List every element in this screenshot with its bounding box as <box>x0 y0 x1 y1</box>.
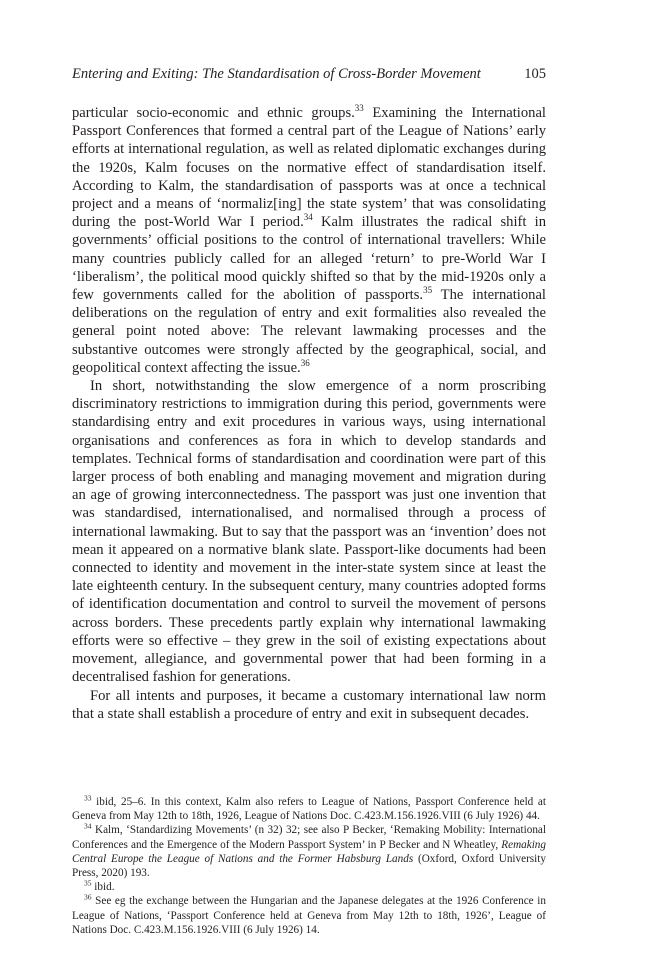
body-paragraph: In short, notwithstanding the slow emergence of a norm proscribing discriminatory restrictions to immigration during this period, governments were standardising entry and exit procedures in various ways, using international organisations and conferences as fora in which to develop standards and templates. Technical forms of standardisation and coordination were part of this larger process of both enabling and managing movement and migration during an age of growing interconnectedness. The passport was just one invention that was standardised, internationalised, and normalised through a process of international lawmaking. But to say that the passport was an ‘invention’ does not mean it appeared on a normative blank slate. Passport-like documents had been connected to identity and movement in the inter-state system since at least the late eighteenth century. In the subsequent century, many countries adopted forms of identification documentation and control to surveil the movement of persons across borders. These precedents partly explain why international lawmaking efforts were so effective – they grew in the soil of existing expectations about movement, allegiance, and governmental power that had been forming in a decentralised fashion for generations. <box>72 378 546 686</box>
note-reference: 34 <box>84 821 92 831</box>
footnotes <box>72 795 546 937</box>
body-paragraph: For all intents and purposes, it became a customary international law norm that a state shall establish a procedure of entry and exit in subsequent decades. <box>72 687 546 722</box>
page-number: 105 <box>524 66 546 82</box>
italic-title: Remaking Central Europe the League of Nations and the Former Habsburg Lands <box>72 838 546 865</box>
footnote: $^{36}$ See eg the exchange between the Hungarian and the Japanese delegates at the 1926 Conference in League of Nations, ‘Passport Conference held at Geneva from May 12th to 18th, 1926’, League of Nations Doc. C.423.M.156.1926.VIII (6 July 1926) 14. <box>72 892 546 936</box>
running-title: Entering and Exiting: The Standardisation of Cross-Border Movement <box>72 66 481 82</box>
note-reference: 33 <box>84 793 92 803</box>
note-reference: 35 <box>423 285 433 296</box>
note-reference: 36 <box>84 892 92 902</box>
note-reference: 36 <box>300 357 310 368</box>
running-header <box>72 66 546 83</box>
body-text <box>72 104 546 723</box>
note-reference: 33 <box>354 103 364 114</box>
footnote: $^{33}$ ibid, 25–6. In this context, Kalm also refers to League of Nations, Passport Conference held at Geneva from May 12th to 18th, 1926, League of Nations Doc. C.423.M.156.1926.VIII (6 July 1926) 44. <box>72 793 546 823</box>
footnote: $^{34}$ Kalm, ‘Standardizing Movements’ (n 32) 32; see also P Becker, ‘Remaking Mobility: International Conferences and the Emergence of the Modern Passport System’ in P Becker and N Wheatley, Remaking Central Europe the League of Nations and the Former Habsburg Lands (Oxford, Oxford University Press, 2020) 193. <box>72 821 546 880</box>
note-reference: 35 <box>84 878 92 888</box>
note-reference: 34 <box>303 212 313 223</box>
body-paragraph: particular socio-economic and ethnic groups.$^{33}$ Examining the International Passport Conferences that formed a central part of the League of Nations’ early efforts at international regulation, as well as related diplomatic exchanges during the 1920s, Kalm focuses on the normative effect of standardisation itself. According to Kalm, the standardisation of passports was at once a technical project and a means of ‘normaliz[ing] the state system’ that was consolidating during the post-World War I period.$^{34}$ Kalm illustrates the radical shift in governments’ official positions to the control of international travellers: While many countries publicly called for an alleged ‘return’ to pre-World War I ‘liberalism’, the political mood quickly shifted so that by the mid-1920s only a few governments called for the abolition of passports.$^{35}$ The international deliberations on the regulation of entry and exit formalities also revealed the general point noted above: The relevant lawmaking processes and the substantive outcomes were strongly affected by the geographical, social, and geopolitical context affecting the issue.$^{36}$ <box>72 103 546 376</box>
footnote: $^{35}$ ibid. <box>84 878 115 894</box>
